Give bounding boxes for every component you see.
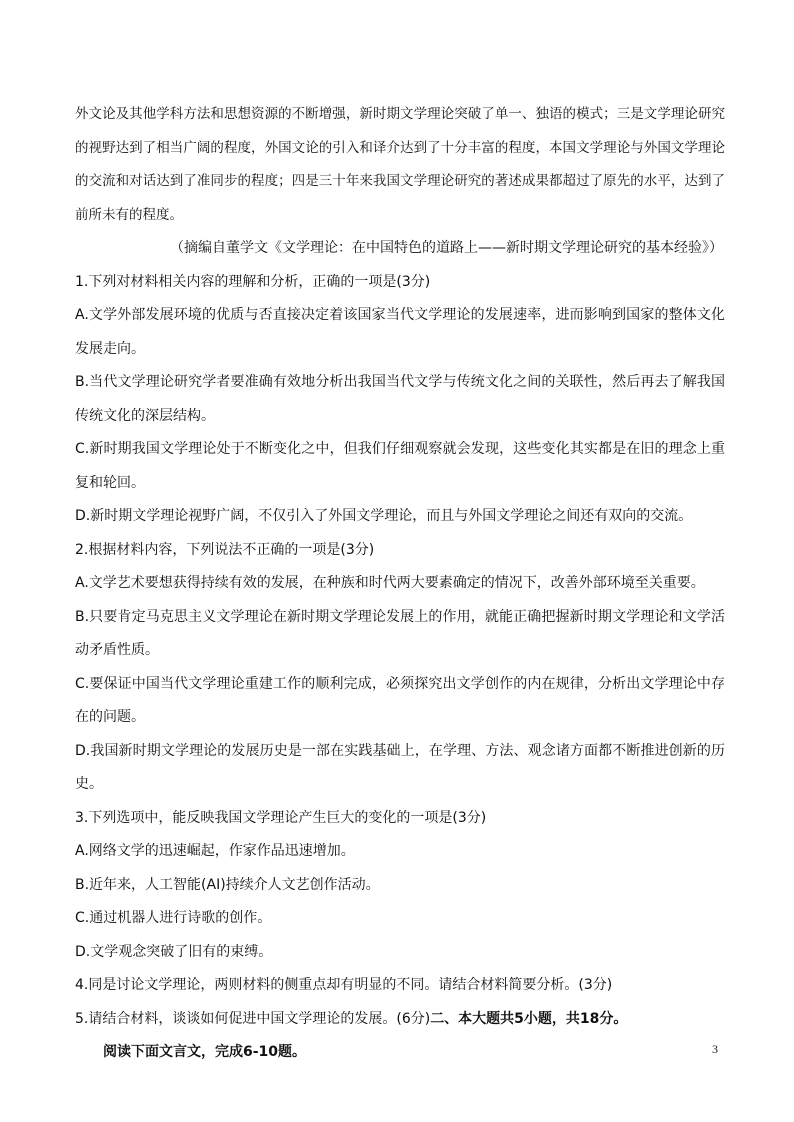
option-d: D.新时期文学理论视野广阔，不仅引入了外国文学理论，而且与外国文学理论之间还有双向的交流。 <box>75 508 693 524</box>
question-3 <box>75 802 725 970</box>
option-d: D.文学观念突破了旧有的束缚。 <box>75 943 273 960</box>
option-c: C.要保证中国当代文学理论重建工作的顺利完成，必须探究出文学创作的内在规律，分析出文学理论中存在的问题。 <box>75 675 725 725</box>
option-b: B.只要肯定马克思主义文学理论在新时期文学理论发展上的作用，就能正确把握新时期文学理论和文学活动矛盾性质。 <box>75 608 725 658</box>
option-b: B.当代文学理论研究学者要准确有效地分析出我国当代文学与传统文化之间的关联性，然后再去了解我国传统文化的深层结构。 <box>75 374 725 424</box>
question-5-stem: 5.请结合材料，谈谈如何促进中国文学理论的发展。(6分) <box>75 1010 431 1027</box>
passage-end-paragraph: 外文论及其他学科方法和思想资源的不断增强，新时期文学理论突破了单一、独语的模式；三是文学理论研究的视野达到了相当广阔的程度，外国文论的引入和译介达到了十分丰富的程度，本国文学理论与外国文学理论的交流和对话达到了准同步的程度；四是三十年来我国文学理论研究的著述成果都超过了原先的水平，达到了前所未有的程度。 <box>75 106 725 223</box>
question-4 <box>75 969 725 1003</box>
question-stem: 3.下列选项中，能反映我国文学理论产生巨大的变化的一项是(3分) <box>75 809 487 826</box>
section-2-heading: 二、本大题共5小题，共18分。 <box>430 1010 628 1027</box>
question-stem: 2.根据材料内容，下列说法不正确的一项是(3分) <box>75 541 375 558</box>
option-d: D.我国新时期文学理论的发展历史是一部在实践基础上，在学理、方法、观念诸方面都不断推进创新的历史。 <box>75 742 725 792</box>
option-c: C.通过机器人进行诗歌的创作。 <box>75 910 272 926</box>
question-stem: 4.同是讨论文学理论，两则材料的侧重点却有明显的不同。请结合材料简要分析。(3分) <box>75 977 613 993</box>
option-b: B.近年来，人工智能(AI)持续介人文艺创作活动。 <box>75 876 380 893</box>
option-a: A.文学外部发展环境的优质与否直接决定着该国家当代文学理论的发展速率，进而影响到国家的整体文化发展走向。 <box>75 307 725 357</box>
page-content <box>75 98 725 1070</box>
option-c: C.新时期我国文学理论处于不断变化之中，但我们仔细观察就会发现，这些变化其实都是在旧的理念上重复和轮回。 <box>75 441 725 491</box>
page-number: 3 <box>712 1042 718 1056</box>
question-stem: 1.下列对材料相关内容的理解和分析，正确的一项是(3分) <box>75 273 431 290</box>
option-a: A.网络文学的迅速崛起，作家作品迅速增加。 <box>75 843 355 859</box>
question-5 <box>75 1003 725 1037</box>
question-2 <box>75 534 725 802</box>
question-1 <box>75 266 725 534</box>
section-instruction: 阅读下面文言文，完成6-10题。 <box>103 1044 307 1060</box>
source-citation: （摘编自董学文《文学理论：在中国特色的道路上——新时期文学理论研究的基本经验》） <box>170 240 723 256</box>
option-a: A.文学艺术要想获得持续有效的发展，在种族和时代两大要素确定的情况下，改善外部环境至关重要。 <box>75 575 705 591</box>
